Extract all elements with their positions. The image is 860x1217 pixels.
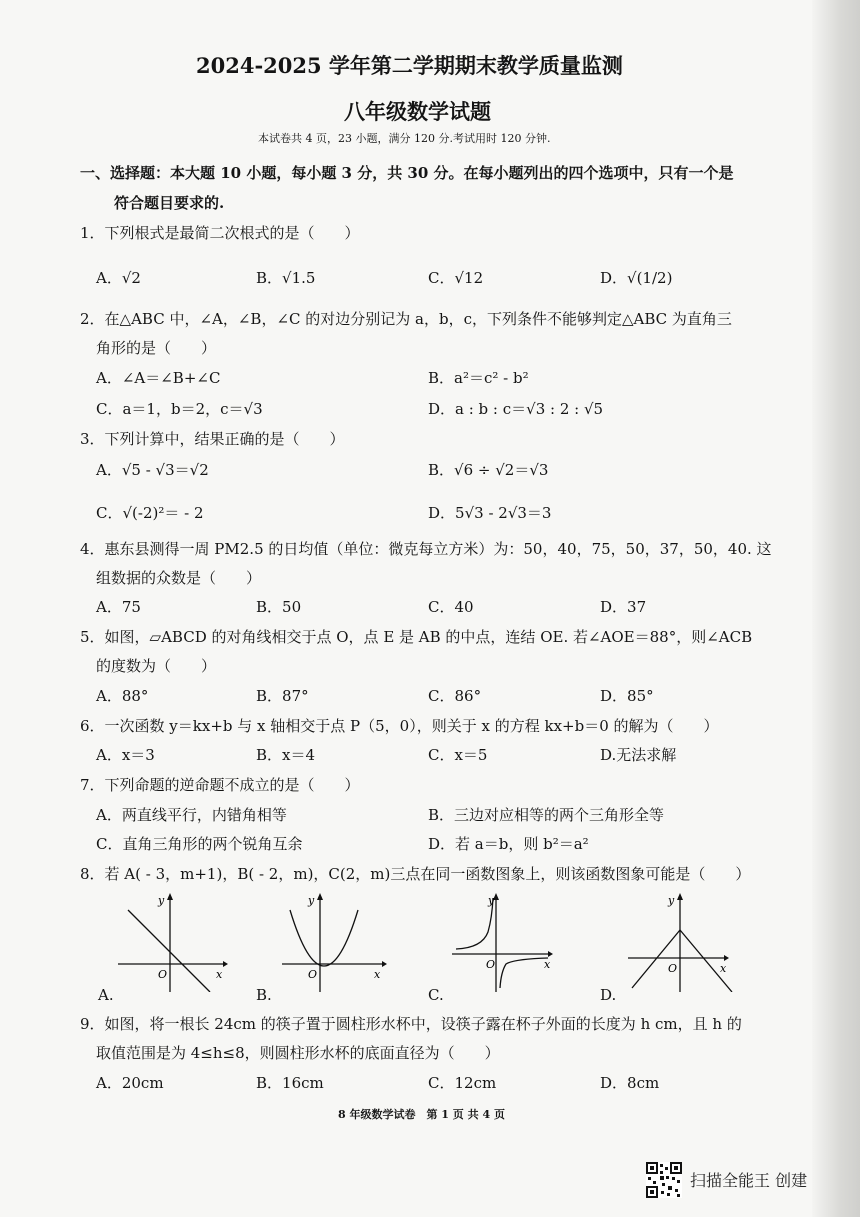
- q8-graph-c: [452, 892, 562, 992]
- q4-option-b: B．50: [256, 598, 302, 616]
- page-edge-shadow: [812, 0, 860, 1217]
- q8a-axis-x: x: [216, 968, 223, 981]
- qr-code-icon: [646, 1162, 682, 1198]
- q6-option-a: A．x＝3: [96, 746, 155, 764]
- q1-option-a: A．√2: [96, 269, 141, 287]
- q8b-origin: O: [308, 968, 318, 981]
- page-footer: 8 年级数学试卷 第 1 页 共 4 页: [338, 1108, 505, 1121]
- q7-option-d: D．若 a＝b，则 b²＝a²: [428, 835, 589, 853]
- q9-option-b: B．16cm: [256, 1074, 324, 1092]
- q2-option-c: C．a＝1，b＝2，c＝√3: [96, 400, 263, 418]
- q4-option-a: A．75: [96, 598, 141, 616]
- q7-option-a: A．两直线平行，内错角相等: [96, 806, 287, 824]
- q2-stem-line2: 角形的是（ ）: [96, 339, 217, 357]
- q3-option-a: A．√5 - √3＝√2: [96, 461, 209, 479]
- q8-graph-d: [628, 892, 738, 992]
- q2-option-b: B．a²＝c² - b²: [428, 369, 529, 387]
- q8c-axis-y: y: [488, 894, 495, 907]
- q1-option-d: D．√(1/2): [600, 269, 673, 287]
- section-heading-line1: 一、选择题：本大题 10 小题，每小题 3 分，共 30 分。在每小题列出的四个选项中，只有一个是: [80, 164, 734, 182]
- scanner-watermark-text: 扫描全能王 创建: [690, 1171, 808, 1190]
- q6-option-b: B．x＝4: [256, 746, 316, 764]
- q9-stem-line1: 9．如图，将一根长 24cm 的筷子置于圆柱形水杯中，设筷子露在杯子外面的长度为 h cm，且 h 的: [80, 1015, 742, 1033]
- q9-option-c: C．12cm: [428, 1074, 497, 1092]
- exam-note: 本试卷共 4 页，23 小题，满分 120 分.考试用时 120 分钟.: [258, 132, 551, 145]
- exam-title: 2024-2025 学年第二学期期末教学质量监测: [196, 53, 623, 78]
- q5-option-d: D．85°: [600, 687, 654, 705]
- q8-graph-a: [118, 892, 228, 992]
- q3-option-b: B．√6 ÷ √2＝√3: [428, 461, 549, 479]
- q6-option-d: D.无法求解: [600, 746, 677, 764]
- q7-stem: 7．下列命题的逆命题不成立的是（ ）: [80, 776, 360, 794]
- q5-option-a: A．88°: [96, 687, 149, 705]
- q8-option-c: C.: [428, 986, 444, 1004]
- q8-stem: 8．若 A( - 3，m+1)，B( - 2，m)，C(2，m)三点在同一函数图象上，则该函数图象可能是（ ）: [80, 865, 751, 883]
- q8-option-a: A.: [98, 986, 114, 1004]
- q6-stem: 6．一次函数 y＝kx+b 与 x 轴相交于点 P（5，0），则关于 x 的方程 kx+b＝0 的解为（ ）: [80, 717, 719, 735]
- q6-option-c: C．x＝5: [428, 746, 488, 764]
- q8-graph-b: [282, 892, 392, 992]
- q1-option-c: C．√12: [428, 269, 484, 287]
- q5-option-b: B．87°: [256, 687, 309, 705]
- q3-option-c: C．√(-2)²＝ - 2: [96, 504, 204, 522]
- q5-stem-line2: 的度数为（ ）: [96, 657, 217, 675]
- q4-stem-line2: 组数据的众数是（ ）: [96, 569, 262, 587]
- q9-stem-line2: 取值范围是为 4≤h≤8，则圆柱形水杯的底面直径为（ ）: [96, 1044, 500, 1062]
- q8c-axis-x: x: [544, 958, 551, 971]
- q2-stem-line1: 2．在△ABC 中，∠A，∠B，∠C 的对边分别记为 a，b，c，下列条件不能够判定△ABC 为直角三: [80, 310, 732, 328]
- q8-option-d: D.: [600, 986, 617, 1004]
- q2-option-d: D．a : b : c＝√3 : 2 : √5: [428, 400, 604, 418]
- q8b-axis-x: x: [374, 968, 381, 981]
- q9-option-a: A．20cm: [96, 1074, 164, 1092]
- q8a-axis-y: y: [158, 894, 165, 907]
- q4-option-c: C．40: [428, 598, 474, 616]
- q8c-origin: O: [486, 958, 496, 971]
- q9-option-d: D．8cm: [600, 1074, 660, 1092]
- exam-subtitle: 八年级数学试题: [344, 99, 491, 124]
- q8a-origin: O: [158, 968, 168, 981]
- q5-stem-line1: 5．如图，▱ABCD 的对角线相交于点 O，点 E 是 AB 的中点，连结 OE. 若∠AOE＝88°，则∠ACB: [80, 628, 753, 646]
- q5-option-c: C．86°: [428, 687, 482, 705]
- q1-option-b: B．√1.5: [256, 269, 316, 287]
- q8d-axis-x: x: [720, 962, 727, 975]
- q7-option-b: B．三边对应相等的两个三角形全等: [428, 806, 665, 824]
- q4-stem-line1: 4．惠东县测得一周 PM2.5 的日均值（单位：微克每立方米）为：50，40，75，50，37，50，40. 这: [80, 540, 772, 558]
- q3-option-d: D．5√3 - 2√3＝3: [428, 504, 552, 522]
- section-heading-line2: 符合题目要求的.: [114, 194, 225, 212]
- q8b-axis-y: y: [308, 894, 315, 907]
- q2-option-a: A．∠A＝∠B+∠C: [96, 369, 221, 387]
- q1-stem: 1．下列根式是最简二次根式的是（ ）: [80, 224, 360, 242]
- q7-option-c: C．直角三角形的两个锐角互余: [96, 835, 303, 853]
- q8d-origin: O: [668, 962, 678, 975]
- q3-stem: 3．下列计算中，结果正确的是（ ）: [80, 430, 345, 448]
- q8-option-b: B.: [256, 986, 272, 1004]
- q8d-axis-y: y: [668, 894, 675, 907]
- q4-option-d: D．37: [600, 598, 647, 616]
